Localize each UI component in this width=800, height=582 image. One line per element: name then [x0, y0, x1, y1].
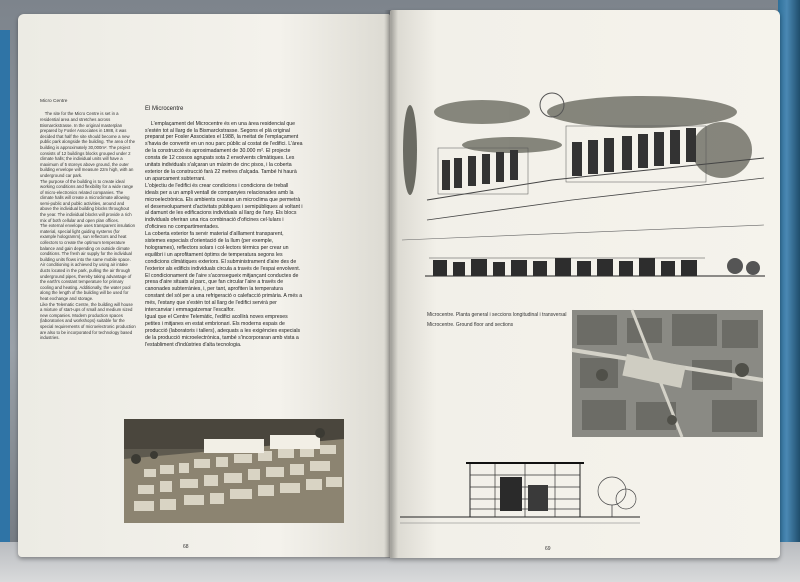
english-heading: Micro Centre	[40, 99, 68, 105]
page-number-right: 69	[545, 546, 551, 552]
figure-caption-catalan: Microcentre. Planta general i seccions longitudinal i transversal	[427, 312, 567, 318]
book-cover-edge-left	[0, 30, 10, 550]
aerial-photo	[572, 310, 763, 437]
figure-caption-english: Microcentre. Ground floor and sections	[427, 322, 514, 328]
model-photo	[124, 419, 344, 523]
catalan-heading: El Microcentre	[145, 105, 184, 112]
cross-section-drawing	[400, 455, 640, 530]
book-cover-edge-right	[778, 0, 800, 582]
page-number-left: 68	[183, 544, 189, 550]
english-text-column	[40, 88, 136, 418]
book-gutter	[384, 10, 398, 558]
english-body: The site for the Micro Centre is set in a residential area and stretches across Bismarckstrasse. In the original masterplan prepared by Fosler Associates in 1988, it was decided that half the site should become a new public park alongside the building. The area of the building is approximately 30,000m². The project consists of 12 buildings blocks grouped under 2 climate halls; the individual units will have a maximum of 5 storeys above ground, the outer building envelope will measure 22m high, with an underground car park. The purpose of the building is to create ideal working conditions and flexibility for a wide range of micro-electronics related companies. The climate halls will create a microclimate allowing semi-public and public activities, around and above the individual building blocks throughout the year. The individual blocks will provide a rich mix of both cellular and open plan offices. The external envelope uses transparent insulation material, special light guiding systems (for example hologramm), sun reflectors and heat collectors to create the optimum temperature balance and gain depending on outside climate conditions. The fresh air supply for the individual building units flows into the same mobile space. Air conditioning is achieved by using air intake ducts located in the park, pulling the air through underground pipes, thereby taking advantage of the earth's constant temperature for primary cooling and heating. Additionally, the water pool along the length of the building will be used for heat exchange and storage. Like the Telematic Centre, the building will house a mixture of start-ups of small and medium sized new companies. Modern production spaces (laboratories and workshops) suitable for the special requirements of microelectronic production are also to be incorporated for technology based industries.	[40, 111, 136, 341]
catalan-body: L'emplaçament del Microcentre és en una àrea residencial que s'estén tot al llarg de la Bismarckstrasse. Segons el plà original preparat per Fosler Associates el 1988, la meitat de l'emplaçament s'havia de convertir en un nou parc públic al costat de l'edifici. L'àrea de la construcció és aproximadament de 30.000 m². El projecte consta de 12 cossos agrupats sota 2 envolvents climàtiques. Les unitats individuals s'alçaran un màxim de cinc pisos, i la coberta exterior de la construcció farà 22 metres d'alçada. També hi haurà un aparcament subterrani. L'objectiu de l'edifici és crear condicions i condicions de treball ideals per a un ampli ventall de companyies relacionades amb la microelectrònica. Els ambients crearan un microclima que permetrà el desenvolupament d'activitats públiques i semipúbliques al voltant i al damunt de les edificacions individuals al llarg de l'any. Els blocs individuals oferiran una rica combinació d'oficines cel·lulars i d'oficines no compartimentades. La coberta exterior fa servir material d'aïllament transparent, sistemes especials d'orientació de la llum (per exemple, hologrames), reflectors solars i col·lectors tèrmics per crear un equilibri i un aprofitament òptims de temperatura segons les condicions climàtiques exteriors. El subministrament d'aire des de l'exterior als edificis individuals circula a través de l'espai envolvent. El condicionament de l'aire s'aconsegueix mitjançant conductes de presa d'aire situats al parc, que fan circular l'aire a través de canonades subterrànies, i, per tant, aprofiten la temperatura constant del sòl per a una refrigeració o calefacció primària. A més a més, l'estany que s'estén tot al llarg de l'edifici servirà per intercanviar i emmagatzemar l'escalfor. Igual que el Centre Telemàtic, l'edifici acollirà noves empreses petites i mitjanes en estat embrionari. Els moderns espais de producció (laboratoris i tallers), adequats a les exigències especials de la producció microelectrònica, també s'incorporaran amb vista a l'establiment d'indústries d'alta tecnologia.	[145, 120, 303, 348]
site-plan-drawing	[402, 90, 764, 245]
catalan-text-column	[145, 92, 303, 472]
longitudinal-section-drawing	[425, 250, 765, 282]
